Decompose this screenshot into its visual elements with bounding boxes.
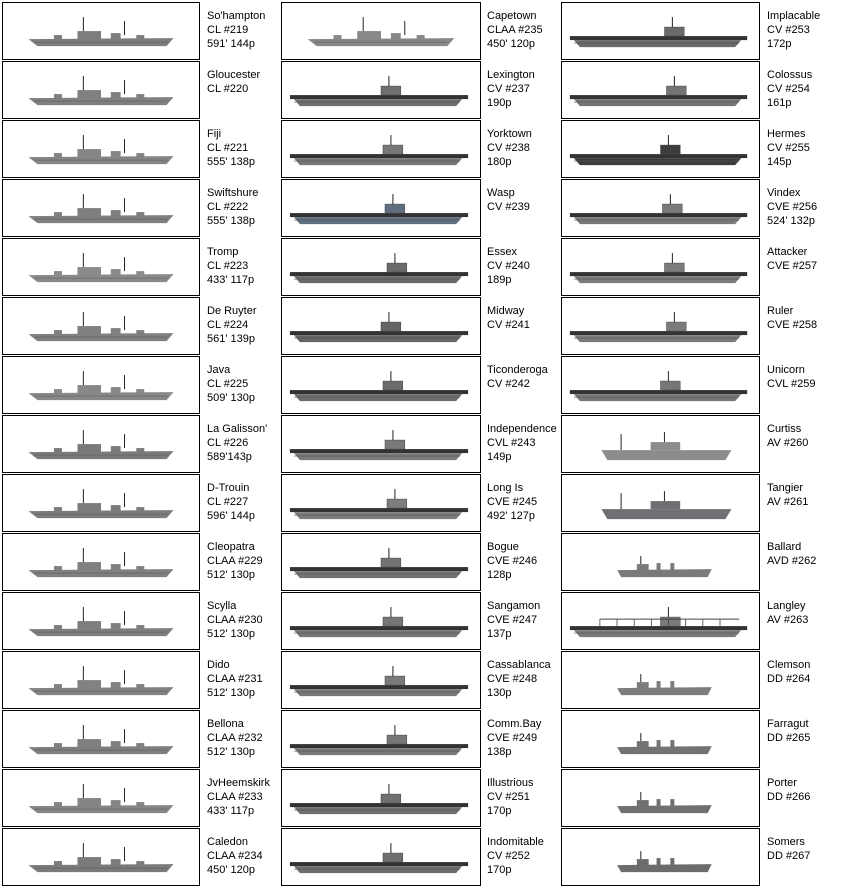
ship-name: Sangamon	[487, 600, 541, 612]
ship-caption-0-4	[207, 245, 254, 287]
ship-silhouette	[3, 416, 199, 472]
ship-stats: 512' 130p	[207, 569, 255, 581]
ship-image-2-4	[561, 238, 760, 296]
ship-silhouette	[282, 652, 480, 708]
ship-class: CVE #245	[487, 496, 538, 508]
ship-name: Ticonderoga	[487, 364, 548, 376]
ship-caption-1-11	[487, 658, 551, 700]
ship-silhouette	[3, 534, 199, 590]
ship-stats: 170p	[487, 864, 512, 876]
ship-class: AV #263	[767, 614, 809, 626]
ship-caption-0-0	[207, 9, 265, 51]
ship-stats	[487, 214, 530, 228]
ship-name: Dido	[207, 659, 230, 671]
ship-name: Porter	[767, 777, 797, 789]
ship-name: La Galisson'	[207, 423, 268, 435]
ship-stats: 189p	[487, 274, 512, 286]
ship-silhouette	[562, 829, 759, 885]
ship-caption-1-12	[487, 717, 541, 759]
ship-class: CV #240	[487, 260, 530, 272]
ship-image-1-9	[281, 533, 481, 591]
ship-stats: 512' 130p	[207, 628, 255, 640]
ship-name: Ballard	[767, 541, 802, 553]
ship-class: CV #253	[767, 24, 810, 36]
ship-stats: 555' 138p	[207, 215, 255, 227]
ship-class: CL #219	[207, 24, 249, 36]
ship-stats: 170p	[487, 805, 512, 817]
ship-image-2-14	[561, 828, 760, 886]
ship-silhouette	[3, 770, 199, 826]
ship-stats: 591' 144p	[207, 38, 255, 50]
ship-class: CV #252	[487, 850, 530, 862]
ship-silhouette	[282, 121, 480, 177]
ship-stats	[767, 509, 808, 523]
ship-name: Illustrious	[487, 777, 534, 789]
ship-stats: 149p	[487, 451, 512, 463]
ship-image-1-7	[281, 415, 481, 473]
ship-caption-1-14	[487, 835, 544, 877]
ship-silhouette	[282, 357, 480, 413]
ship-class: CVE #249	[487, 732, 538, 744]
ship-silhouette	[282, 180, 480, 236]
ship-image-0-5	[2, 297, 200, 355]
ship-image-0-10	[2, 592, 200, 650]
ship-stats: 450' 120p	[207, 864, 255, 876]
ship-stats	[767, 745, 810, 759]
ship-name: Scylla	[207, 600, 237, 612]
ship-stats: 512' 130p	[207, 746, 255, 758]
ship-stats	[767, 391, 816, 405]
ship-name: Cleopatra	[207, 541, 255, 553]
ship-caption-0-5	[207, 304, 257, 346]
ship-silhouette	[3, 829, 199, 885]
ship-class: CL #226	[207, 437, 249, 449]
ship-caption-2-2	[767, 127, 810, 169]
ship-caption-1-5	[487, 304, 530, 346]
ship-silhouette	[3, 593, 199, 649]
ship-class: AVD #262	[767, 555, 817, 567]
ship-silhouette	[3, 239, 199, 295]
ship-image-1-8	[281, 474, 481, 532]
ship-class: CLAA #233	[207, 791, 263, 803]
ship-class: DD #265	[767, 732, 811, 744]
ship-stats	[767, 686, 810, 700]
ship-caption-0-8	[207, 481, 255, 523]
ship-class: CVE #246	[487, 555, 538, 567]
ship-stats: 180p	[487, 156, 512, 168]
ship-class: CL #227	[207, 496, 249, 508]
ship-name: Fiji	[207, 128, 222, 140]
ship-class: CL #223	[207, 260, 249, 272]
ship-stats: 524' 132p	[767, 215, 815, 227]
ship-caption-2-5	[767, 304, 817, 346]
ship-image-1-5	[281, 297, 481, 355]
ship-silhouette	[282, 475, 480, 531]
ship-silhouette	[562, 3, 759, 59]
ship-class: CLAA #234	[207, 850, 263, 862]
ship-silhouette	[282, 3, 480, 59]
ship-caption-1-7	[487, 422, 557, 464]
ship-name: So'hampton	[207, 10, 266, 22]
ship-stats	[767, 863, 810, 877]
ship-caption-0-12	[207, 717, 263, 759]
ship-silhouette	[282, 298, 480, 354]
ship-stats	[767, 804, 810, 818]
ship-stats	[767, 568, 816, 582]
ship-class: CV #254	[767, 83, 810, 95]
ship-caption-0-13	[207, 776, 270, 818]
ship-image-0-3	[2, 179, 200, 237]
ship-image-2-0	[561, 2, 760, 60]
ship-name: Bellona	[207, 718, 244, 730]
ship-caption-1-9	[487, 540, 537, 582]
ship-name: Clemson	[767, 659, 811, 671]
ship-class: DD #266	[767, 791, 811, 803]
ship-name: Tromp	[207, 246, 239, 258]
ship-silhouette	[282, 239, 480, 295]
ship-caption-0-1	[207, 68, 260, 110]
ship-silhouette	[562, 416, 759, 472]
ship-stats	[487, 332, 530, 346]
ship-caption-0-2	[207, 127, 255, 169]
ship-caption-0-7	[207, 422, 267, 464]
ship-caption-1-6	[487, 363, 548, 405]
ship-image-1-0	[281, 2, 481, 60]
ship-caption-2-7	[767, 422, 808, 464]
ship-image-1-3	[281, 179, 481, 237]
ship-image-0-6	[2, 356, 200, 414]
ship-silhouette	[3, 62, 199, 118]
ship-image-2-10	[561, 592, 760, 650]
ship-silhouette	[562, 121, 759, 177]
ship-class: DD #267	[767, 850, 811, 862]
ship-name: JvHeemskirk	[207, 777, 270, 789]
ship-class: CV #238	[487, 142, 530, 154]
ship-class: CV #242	[487, 378, 530, 390]
ship-name: Vindex	[767, 187, 801, 199]
ship-silhouette	[3, 711, 199, 767]
ship-stats: 138p	[487, 746, 512, 758]
ship-image-0-11	[2, 651, 200, 709]
ship-class: CLAA #232	[207, 732, 263, 744]
ship-class: CVE #258	[767, 319, 818, 331]
ship-stats: 190p	[487, 97, 512, 109]
ship-caption-2-3	[767, 186, 817, 228]
ship-class: CVL #243	[487, 437, 536, 449]
ship-stats: 512' 130p	[207, 687, 255, 699]
ship-image-2-12	[561, 710, 760, 768]
ship-silhouette	[3, 3, 199, 59]
ship-silhouette	[282, 62, 480, 118]
ship-class: CVE #257	[767, 260, 818, 272]
ship-silhouette	[562, 357, 759, 413]
ship-name: Colossus	[767, 69, 813, 81]
ship-image-0-14	[2, 828, 200, 886]
ship-silhouette	[562, 298, 759, 354]
ship-image-0-7	[2, 415, 200, 473]
ship-silhouette	[562, 475, 759, 531]
ship-silhouette	[562, 180, 759, 236]
ship-silhouette	[3, 357, 199, 413]
ship-caption-1-0	[487, 9, 543, 51]
ship-image-1-6	[281, 356, 481, 414]
ship-image-0-4	[2, 238, 200, 296]
ship-name: Attacker	[767, 246, 808, 258]
ship-class: CV #251	[487, 791, 530, 803]
ship-class: CV #255	[767, 142, 810, 154]
ship-name: Wasp	[487, 187, 515, 199]
ship-silhouette	[562, 239, 759, 295]
ship-image-1-2	[281, 120, 481, 178]
ship-class: CL #225	[207, 378, 249, 390]
ship-stats: 130p	[487, 687, 512, 699]
ship-image-1-4	[281, 238, 481, 296]
ship-name: Bogue	[487, 541, 519, 553]
ship-class: CVE #247	[487, 614, 538, 626]
ship-name: Langley	[767, 600, 806, 612]
ship-stats: 433' 117p	[207, 805, 255, 817]
ship-image-2-6	[561, 356, 760, 414]
ship-silhouette	[562, 652, 759, 708]
ship-stats	[767, 273, 817, 287]
ship-caption-2-6	[767, 363, 816, 405]
ship-caption-0-14	[207, 835, 263, 877]
ship-caption-1-8	[487, 481, 537, 523]
ship-stats	[207, 96, 260, 110]
ship-name: Hermes	[767, 128, 806, 140]
ship-name: Caledon	[207, 836, 248, 848]
ship-silhouette	[562, 593, 759, 649]
ship-caption-1-10	[487, 599, 540, 641]
ship-name: Cassablanca	[487, 659, 551, 671]
ship-image-0-2	[2, 120, 200, 178]
ship-caption-2-13	[767, 776, 810, 818]
ship-stats	[767, 450, 808, 464]
ship-silhouette	[3, 298, 199, 354]
ship-class: CL #221	[207, 142, 249, 154]
ship-image-2-5	[561, 297, 760, 355]
ship-image-0-13	[2, 769, 200, 827]
ship-name: Farragut	[767, 718, 809, 730]
ship-caption-2-11	[767, 658, 810, 700]
ship-name: Gloucester	[207, 69, 261, 81]
ship-silhouette	[282, 829, 480, 885]
ship-class: CL #224	[207, 319, 249, 331]
ship-caption-1-13	[487, 776, 533, 818]
ship-class: CV #237	[487, 83, 530, 95]
ship-caption-0-6	[207, 363, 255, 405]
ship-image-1-12	[281, 710, 481, 768]
ship-caption-2-8	[767, 481, 808, 523]
ship-image-2-8	[561, 474, 760, 532]
ship-stats: 450' 120p	[487, 38, 535, 50]
ship-name: Yorktown	[487, 128, 532, 140]
ship-image-1-14	[281, 828, 481, 886]
ship-name: Indomitable	[487, 836, 544, 848]
ship-caption-0-9	[207, 540, 263, 582]
ship-class: CLAA #231	[207, 673, 263, 685]
ship-name: D-Trouin	[207, 482, 250, 494]
ship-stats: 561' 139p	[207, 333, 255, 345]
ship-stats: 596' 144p	[207, 510, 255, 522]
ship-image-0-8	[2, 474, 200, 532]
ship-class: CV #239	[487, 201, 530, 213]
ship-caption-2-1	[767, 68, 812, 110]
ship-stats: 555' 138p	[207, 156, 255, 168]
ship-silhouette	[3, 121, 199, 177]
ship-silhouette	[282, 711, 480, 767]
ship-caption-1-2	[487, 127, 532, 169]
ship-caption-2-10	[767, 599, 808, 641]
ship-class: CLAA #229	[207, 555, 263, 567]
ship-silhouette	[562, 770, 759, 826]
ship-silhouette	[562, 534, 759, 590]
ship-class: DD #264	[767, 673, 811, 685]
ship-class: CVE #256	[767, 201, 818, 213]
ship-stats	[487, 391, 548, 405]
ship-image-2-9	[561, 533, 760, 591]
ship-silhouette	[3, 475, 199, 531]
ship-class: AV #260	[767, 437, 809, 449]
ship-image-2-13	[561, 769, 760, 827]
ship-image-2-2	[561, 120, 760, 178]
ship-image-2-7	[561, 415, 760, 473]
ship-caption-2-12	[767, 717, 810, 759]
ship-name: Unicorn	[767, 364, 805, 376]
ship-image-0-12	[2, 710, 200, 768]
ship-name: Midway	[487, 305, 525, 317]
ship-name: Independence	[487, 423, 557, 435]
ship-stats: 145p	[767, 156, 792, 168]
ship-caption-1-3	[487, 186, 530, 228]
ship-caption-2-4	[767, 245, 817, 287]
ship-name: Capetown	[487, 10, 537, 22]
ship-name: De Ruyter	[207, 305, 257, 317]
ship-name: Java	[207, 364, 231, 376]
ship-stats: 509' 130p	[207, 392, 255, 404]
ship-silhouette	[562, 62, 759, 118]
ship-name: Ruler	[767, 305, 794, 317]
ship-name: Long Is	[487, 482, 524, 494]
ship-name: Essex	[487, 246, 517, 258]
ship-image-2-1	[561, 61, 760, 119]
ship-class: CVL #259	[767, 378, 816, 390]
ship-class: AV #261	[767, 496, 809, 508]
ship-silhouette	[282, 416, 480, 472]
ship-caption-0-3	[207, 186, 258, 228]
ship-stats	[767, 627, 808, 641]
ship-image-0-0	[2, 2, 200, 60]
ship-caption-0-10	[207, 599, 263, 641]
ship-stats: 433' 117p	[207, 274, 255, 286]
ship-caption-2-0	[767, 9, 820, 51]
ship-name: Implacable	[767, 10, 821, 22]
ship-image-1-1	[281, 61, 481, 119]
ship-silhouette	[282, 770, 480, 826]
ship-caption-1-4	[487, 245, 530, 287]
ship-stats: 492' 127p	[487, 510, 535, 522]
ship-name: Curtiss	[767, 423, 802, 435]
ship-image-1-11	[281, 651, 481, 709]
ship-image-2-11	[561, 651, 760, 709]
ship-class: CV #241	[487, 319, 530, 331]
ship-name: Somers	[767, 836, 805, 848]
ship-caption-2-14	[767, 835, 810, 877]
ship-stats: 589'143p	[207, 451, 252, 463]
ship-silhouette	[3, 180, 199, 236]
ship-name: Swiftshure	[207, 187, 259, 199]
ship-caption-0-11	[207, 658, 263, 700]
ship-stats: 172p	[767, 38, 792, 50]
ship-class: CVE #248	[487, 673, 538, 685]
ship-name: Lexington	[487, 69, 535, 81]
ship-image-1-10	[281, 592, 481, 650]
ship-image-1-13	[281, 769, 481, 827]
ship-class: CLAA #235	[487, 24, 543, 36]
ship-stats	[767, 332, 817, 346]
ship-class: CL #220	[207, 83, 249, 95]
ship-caption-1-1	[487, 68, 535, 110]
ship-class: CL #222	[207, 201, 249, 213]
ship-name: Tangier	[767, 482, 804, 494]
ship-caption-2-9	[767, 540, 816, 582]
ship-stats: 128p	[487, 569, 512, 581]
ship-image-2-3	[561, 179, 760, 237]
ship-stats: 137p	[487, 628, 512, 640]
ship-image-0-1	[2, 61, 200, 119]
ship-name: Comm.Bay	[487, 718, 542, 730]
ship-silhouette	[562, 711, 759, 767]
ship-stats: 161p	[767, 97, 792, 109]
ship-class: CLAA #230	[207, 614, 263, 626]
ship-image-0-9	[2, 533, 200, 591]
ship-silhouette	[3, 652, 199, 708]
ship-silhouette	[282, 534, 480, 590]
ship-silhouette	[282, 593, 480, 649]
